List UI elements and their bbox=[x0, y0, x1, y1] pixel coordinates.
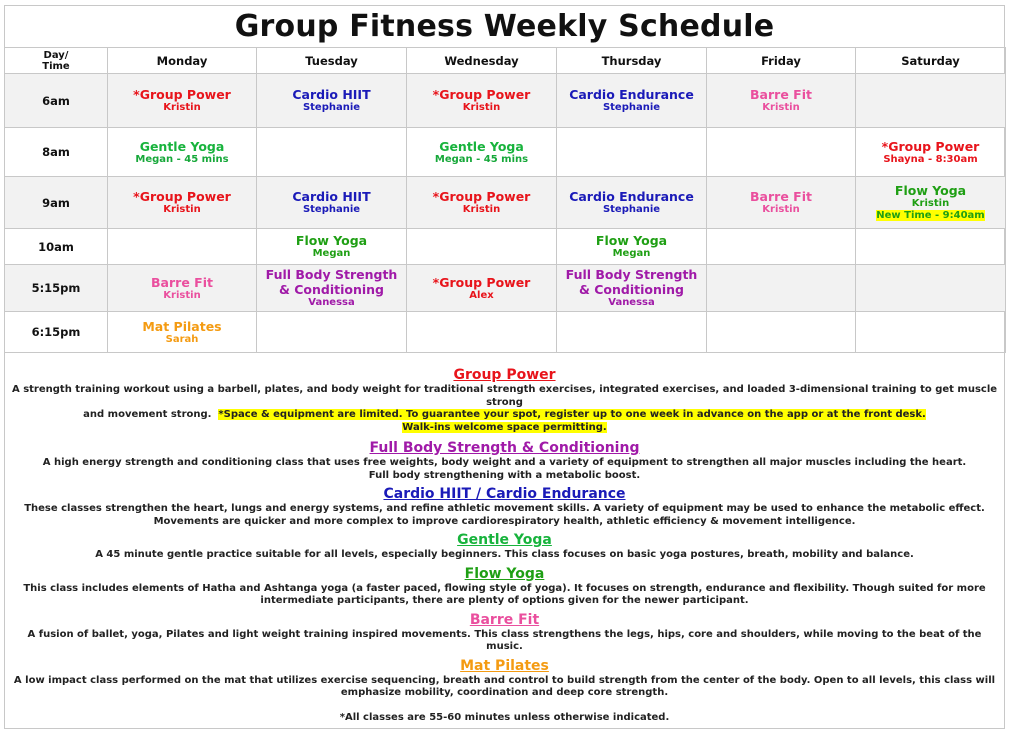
class-slot-tuesday bbox=[257, 128, 407, 177]
class-slot-thursday bbox=[557, 265, 707, 312]
class-slot-wednesday bbox=[407, 229, 557, 265]
class-slot-thursday bbox=[557, 128, 707, 177]
class-name: Gentle Yoga bbox=[139, 138, 225, 154]
full-body-description bbox=[5, 457, 1004, 482]
class-slot-wednesday bbox=[407, 128, 557, 177]
group-power-walkins: Walk-ins welcome space permitting. bbox=[402, 421, 607, 433]
class-name: *Group Power bbox=[432, 274, 531, 290]
gentle-yoga-title: Gentle Yoga bbox=[457, 532, 552, 548]
group-power-title: Group Power bbox=[453, 367, 556, 383]
schedule-body bbox=[5, 74, 1006, 353]
full-body-line-1: A high energy strength and conditioning class that uses free weights, body weight and a variety of equipment to strengthen all major muscles including the heart. bbox=[42, 457, 967, 468]
class-slot-saturday bbox=[856, 177, 1006, 229]
time-label: 10am bbox=[5, 229, 108, 265]
header-saturday: Saturday bbox=[856, 48, 1006, 74]
schedule-document bbox=[4, 5, 1005, 729]
instructor-name: Kristin bbox=[762, 102, 800, 113]
class-slot-saturday bbox=[856, 74, 1006, 128]
instructor-name: Vanessa bbox=[308, 297, 355, 308]
group-power-notice: *Space & equipment are limited. To guarantee your spot, register up to one week in advance on the app or at the front desk. bbox=[218, 409, 926, 420]
class-slot-wednesday bbox=[407, 312, 557, 353]
instructor-name: Shayna - 8:30am bbox=[883, 153, 978, 165]
time-label: 9am bbox=[5, 177, 108, 229]
class-slot-saturday bbox=[856, 128, 1006, 177]
full-body-line-2: Full body strengthening with a metabolic boost. bbox=[368, 469, 641, 481]
gentle-yoga-line-1: A 45 minute gentle practice suitable for all levels, especially beginners. This class focuses on basic yoga postures, breath, mobility and balance. bbox=[95, 549, 914, 560]
page-title: Group Fitness Weekly Schedule bbox=[234, 9, 775, 44]
schedule-row bbox=[5, 177, 1006, 229]
class-slot-monday bbox=[108, 177, 257, 229]
class-name: Barre Fit bbox=[750, 87, 812, 102]
class-slot-wednesday bbox=[407, 74, 557, 128]
schedule-row bbox=[5, 74, 1006, 128]
time-change-notice: New Time - 9:40am bbox=[876, 210, 985, 221]
class-slot-tuesday bbox=[257, 312, 407, 353]
class-name: *Group Power bbox=[432, 87, 531, 102]
corner-time-label: Time bbox=[42, 60, 70, 72]
class-slot-friday bbox=[707, 265, 856, 312]
instructor-name: Megan - 45 mins bbox=[135, 153, 229, 165]
class-slot-friday bbox=[707, 229, 856, 265]
class-slot-monday bbox=[108, 265, 257, 312]
cardio-line-2: Movements are quicker and more complex to improve cardiorespiratory health, athletic efficiency & movement intelligence. bbox=[153, 515, 856, 527]
class-name: Full Body Strength & Conditioning bbox=[265, 267, 398, 297]
group-power-description bbox=[5, 384, 1004, 434]
class-name: Gentle Yoga bbox=[439, 138, 524, 154]
barre-fit-line-1: A fusion of ballet, yoga, Pilates and light weight training inspired movements. This class strengthens the legs, hips, core and shoulders, while moving to the beat of the music. bbox=[27, 628, 982, 652]
time-label: 6:15pm bbox=[5, 312, 108, 353]
cardio-description bbox=[5, 503, 1004, 528]
instructor-name: Vanessa bbox=[608, 297, 655, 308]
class-slot-tuesday bbox=[257, 74, 407, 128]
class-slot-thursday bbox=[557, 312, 707, 353]
class-slot-friday bbox=[707, 128, 856, 177]
class-name: Mat Pilates bbox=[142, 318, 222, 334]
class-slot-thursday bbox=[557, 177, 707, 229]
cardio-title: Cardio HIIT / Cardio Endurance bbox=[383, 486, 626, 502]
instructor-name: Kristin bbox=[462, 102, 501, 113]
schedule-row bbox=[5, 312, 1006, 353]
instructor-name: Kristin bbox=[911, 198, 950, 209]
class-slot-friday bbox=[707, 312, 856, 353]
class-slot-tuesday bbox=[257, 177, 407, 229]
flow-yoga-line-1: This class includes elements of Hatha and Ashtanga yoga (a faster paced, flowing style of yoga). It focuses on strength, endurance and flexibility. Though suited for more bbox=[23, 582, 986, 594]
header-wednesday: Wednesday bbox=[407, 48, 557, 74]
flow-yoga-line-2: intermediate participants, there are plenty of options given for the newer participant. bbox=[260, 595, 749, 606]
instructor-name: Megan - 45 mins bbox=[434, 153, 529, 165]
class-name: Cardio Endurance bbox=[569, 189, 694, 204]
instructor-name: Kristin bbox=[163, 204, 201, 215]
group-power-line-2 bbox=[11, 409, 998, 422]
instructor-name: Megan bbox=[312, 248, 351, 259]
class-name: Flow Yoga bbox=[295, 233, 368, 248]
class-slot-monday bbox=[108, 128, 257, 177]
class-name: Flow Yoga bbox=[595, 233, 668, 248]
instructor-name: Stephanie bbox=[302, 204, 361, 215]
schedule-row bbox=[5, 229, 1006, 265]
class-name: Cardio HIIT bbox=[292, 189, 371, 204]
group-power-line-2a: and movement strong. bbox=[83, 409, 212, 420]
class-slot-friday bbox=[707, 74, 856, 128]
header-row bbox=[5, 48, 1006, 74]
class-slot-saturday bbox=[856, 312, 1006, 353]
corner-day-label: Day/ bbox=[43, 49, 69, 61]
class-descriptions bbox=[5, 353, 1004, 723]
group-power-line-1: A strength training workout using a barbell, plates, and body weight for traditional strength exercises, integrated exercises, and loaded 3-dimensional training to get muscle strong bbox=[11, 384, 998, 408]
time-label: 5:15pm bbox=[5, 265, 108, 312]
instructor-name: Stephanie bbox=[302, 102, 361, 113]
class-name: *Group Power bbox=[133, 87, 231, 102]
class-slot-tuesday bbox=[257, 265, 407, 312]
time-label: 6am bbox=[5, 74, 108, 128]
class-slot-monday bbox=[108, 229, 257, 265]
schedule-row bbox=[5, 128, 1006, 177]
class-name: Barre Fit bbox=[750, 189, 812, 204]
day-time-header bbox=[5, 48, 108, 74]
instructor-name: Stephanie bbox=[602, 102, 661, 113]
barre-fit-description bbox=[5, 629, 1004, 654]
mat-pilates-description bbox=[5, 675, 1004, 700]
header-monday: Monday bbox=[108, 48, 257, 74]
class-name: *Group Power bbox=[881, 138, 980, 154]
class-slot-tuesday bbox=[257, 229, 407, 265]
class-slot-saturday bbox=[856, 265, 1006, 312]
gentle-yoga-description bbox=[5, 549, 1004, 562]
full-body-title: Full Body Strength & Conditioning bbox=[369, 440, 640, 456]
class-name: Cardio Endurance bbox=[569, 87, 694, 102]
instructor-name: Kristin bbox=[163, 289, 201, 301]
footnote: *All classes are 55-60 minutes unless otherwise indicated. bbox=[339, 711, 670, 723]
class-name: *Group Power bbox=[432, 189, 531, 204]
schedule-row bbox=[5, 265, 1006, 312]
class-slot-wednesday bbox=[407, 265, 557, 312]
class-name: Full Body Strength & Conditioning bbox=[565, 267, 698, 297]
class-slot-saturday bbox=[856, 229, 1006, 265]
instructor-name: Sarah bbox=[165, 333, 199, 345]
instructor-name: Kristin bbox=[462, 204, 501, 215]
flow-yoga-title: Flow Yoga bbox=[464, 565, 545, 582]
class-slot-thursday bbox=[557, 229, 707, 265]
mat-pilates-line-1: A low impact class performed on the mat that utilizes exercise sequencing, breath and control to build strength from the center of the body. Open to all levels, this class will bbox=[13, 674, 996, 686]
instructor-name: Stephanie bbox=[602, 204, 661, 215]
flow-yoga-description bbox=[5, 583, 1004, 608]
class-slot-friday bbox=[707, 177, 856, 229]
instructor-name: Kristin bbox=[762, 204, 800, 215]
class-slot-thursday bbox=[557, 74, 707, 128]
class-name: *Group Power bbox=[133, 189, 231, 204]
header-friday: Friday bbox=[707, 48, 856, 74]
class-slot-wednesday bbox=[407, 177, 557, 229]
class-slot-monday bbox=[108, 74, 257, 128]
header-tuesday: Tuesday bbox=[257, 48, 407, 74]
class-name: Flow Yoga bbox=[894, 183, 967, 198]
header-thursday: Thursday bbox=[557, 48, 707, 74]
instructor-name: Alex bbox=[469, 289, 494, 301]
barre-fit-title: Barre Fit bbox=[469, 611, 540, 628]
mat-pilates-line-2: emphasize mobility, coordination and deep core strength. bbox=[340, 687, 669, 698]
class-name: Barre Fit bbox=[151, 274, 213, 290]
schedule-table bbox=[4, 47, 1006, 353]
mat-pilates-title: Mat Pilates bbox=[460, 657, 549, 674]
cardio-line-1: These classes strengthen the heart, lungs and energy systems, and refine athletic movement skills. A variety of equipment may be used to enhance the metabolic effect. bbox=[24, 503, 985, 514]
time-label: 8am bbox=[5, 128, 108, 177]
instructor-name: Megan bbox=[612, 248, 651, 259]
class-slot-monday bbox=[108, 312, 257, 353]
class-name: Cardio HIIT bbox=[292, 87, 371, 102]
instructor-name: Kristin bbox=[163, 102, 201, 113]
